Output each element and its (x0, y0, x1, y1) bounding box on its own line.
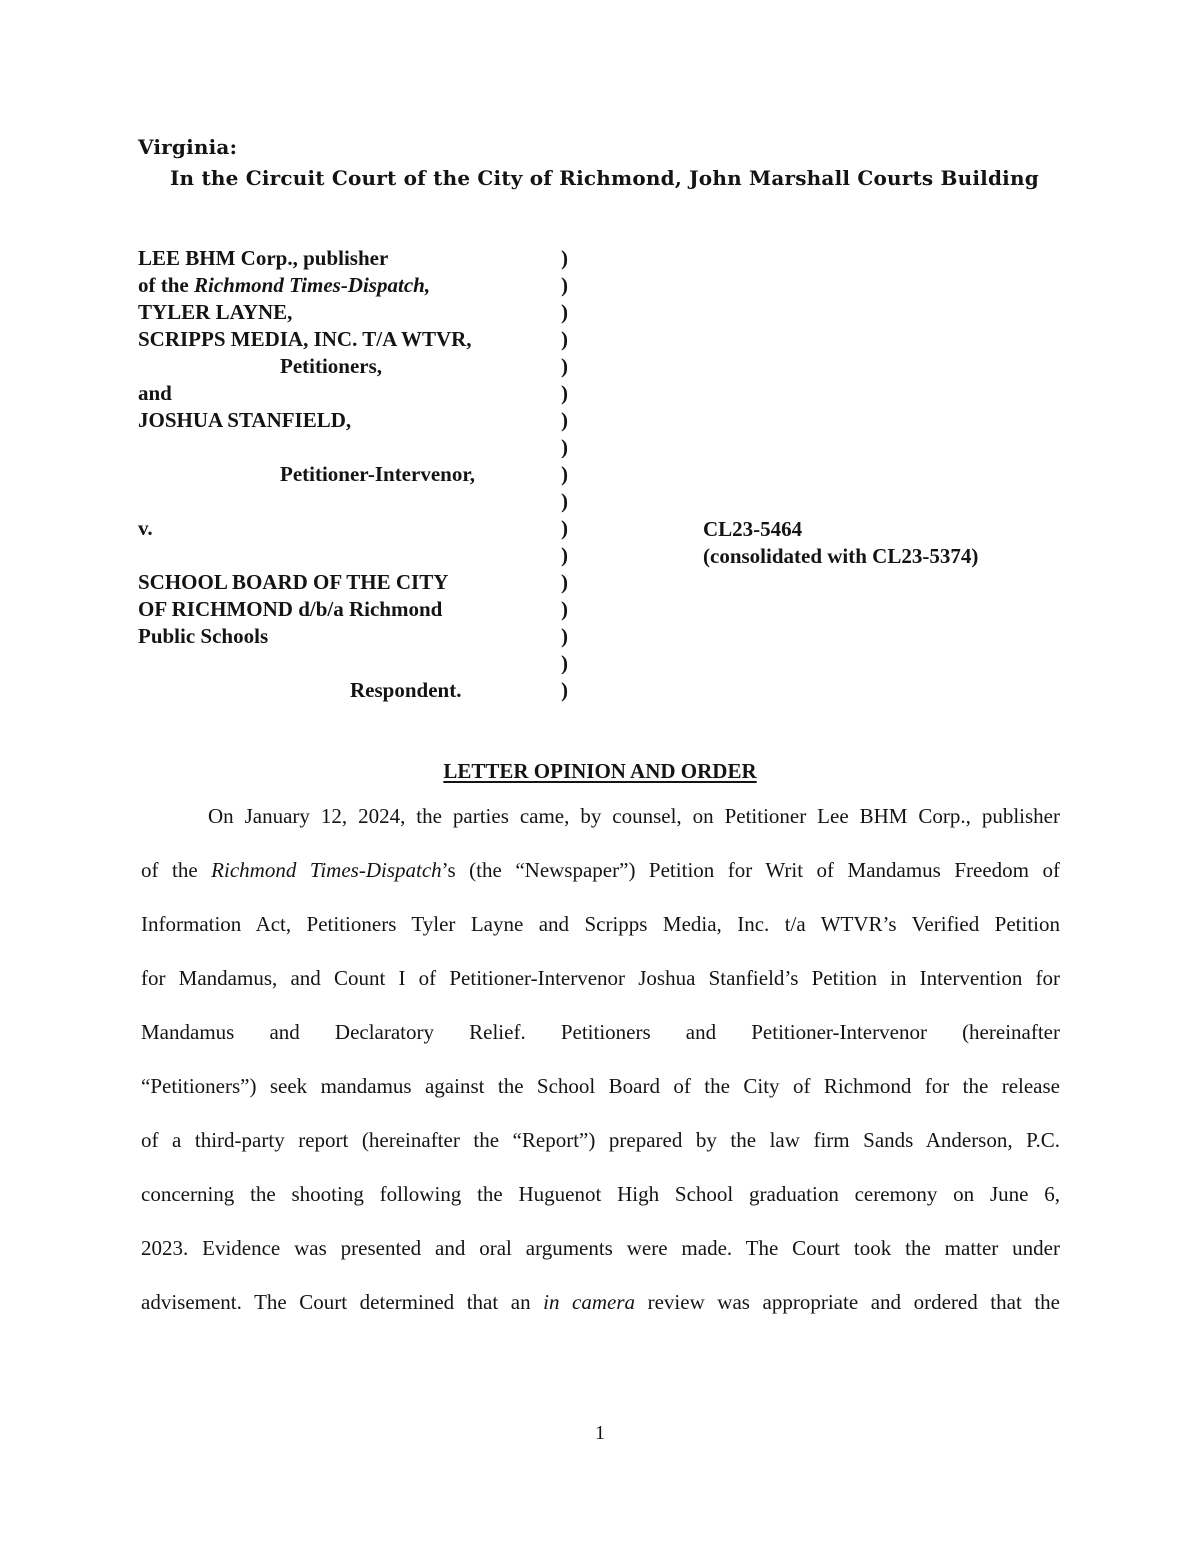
caption-paren: ) (561, 489, 568, 513)
body-line-4: for Mandamus, and Count I of Petitioner-Intervenor Joshua Stanfield’s Petition in Intervention for (141, 966, 1060, 990)
caption-paren: ) (561, 246, 568, 270)
caption-and: and (138, 381, 172, 405)
document-title (0, 759, 1200, 784)
body-line-9: 2023. Evidence was presented and oral arguments were made. The Court took the matter under (141, 1236, 1060, 1260)
caption-line-3: TYLER LAYNE, (138, 300, 293, 324)
body-line-10-c: review was appropriate and ordered that the (635, 1290, 1060, 1314)
body-line-3: Information Act, Petitioners Tyler Layne and Scripps Media, Inc. t/a WTVR’s Verified Petition (141, 912, 1060, 936)
caption-versus: v. (138, 516, 153, 540)
caption-paren: ) (561, 327, 568, 351)
body-line-10-a: advisement. The Court determined that an (141, 1290, 544, 1314)
caption-paren: ) (561, 516, 568, 540)
body-line-7: of a third-party report (hereinafter the “Report”) prepared by the law firm Sands Anderson, P.C. (141, 1128, 1060, 1152)
case-number: CL23-5464 (703, 517, 803, 541)
caption-paren: ) (561, 381, 568, 405)
court-name: In the Circuit Court of the City of Richmond, John Marshall Courts Building (170, 166, 1039, 190)
caption-paren: ) (561, 570, 568, 594)
body-line-8: concerning the shooting following the Huguenot High School graduation ceremony on June 6, (141, 1182, 1060, 1206)
body-line-2-a: of the (141, 858, 212, 882)
body-newspaper-name: Richmond Times-Dispatch (211, 858, 442, 882)
caption-paren: ) (561, 462, 568, 486)
body-line-2-c: ’s (the “Newspaper”) Petition for Writ of Mandamus Freedom of (441, 858, 1060, 882)
document-title-text: LETTER OPINION AND ORDER (443, 759, 757, 783)
caption-respondent-line-2: OF RICHMOND d/b/a Richmond (138, 597, 443, 621)
body-line-6: “Petitioners”) seek mandamus against the School Board of the City of Richmond for the release (141, 1074, 1060, 1098)
caption-respondent-label: Respondent. (350, 678, 462, 702)
body-line-10 (141, 1289, 1060, 1315)
caption-line-4: SCRIPPS MEDIA, INC. T/A WTVR, (138, 327, 472, 351)
caption-respondent-line-1: SCHOOL BOARD OF THE CITY (138, 570, 449, 594)
case-consolidated: (consolidated with CL23-5374) (703, 544, 979, 568)
newspaper-name: Richmond Times-Dispatch, (194, 273, 431, 297)
caption-paren: ) (561, 624, 568, 648)
caption-paren: ) (561, 651, 568, 675)
caption-paren: ) (561, 408, 568, 432)
caption-intervenor-name: JOSHUA STANFIELD, (138, 408, 352, 432)
caption-paren: ) (561, 273, 568, 297)
body-in-camera: in camera (543, 1290, 636, 1314)
caption-line-1: LEE BHM Corp., publisher (138, 246, 389, 270)
caption-petitioners-label: Petitioners, (280, 354, 383, 378)
caption-paren: ) (561, 543, 568, 567)
page-number: 1 (595, 1422, 605, 1444)
caption-respondent-line-3: Public Schools (138, 624, 269, 648)
jurisdiction-state: Virginia: (138, 135, 238, 159)
caption-paren: ) (561, 597, 568, 621)
caption-paren: ) (561, 300, 568, 324)
body-line-2 (141, 857, 1060, 883)
caption-paren: ) (561, 678, 568, 702)
body-line-1: On January 12, 2024, the parties came, by counsel, on Petitioner Lee BHM Corp., publisher (208, 804, 1060, 828)
caption-line-2 (138, 274, 430, 296)
caption-paren: ) (561, 435, 568, 459)
body-line-5: Mandamus and Declaratory Relief. Petitioners and Petitioner-Intervenor (hereinafter (141, 1020, 1060, 1044)
caption-intervenor-label: Petitioner-Intervenor, (280, 462, 475, 486)
caption-paren: ) (561, 354, 568, 378)
caption-line-2-prefix: of the (138, 273, 194, 297)
